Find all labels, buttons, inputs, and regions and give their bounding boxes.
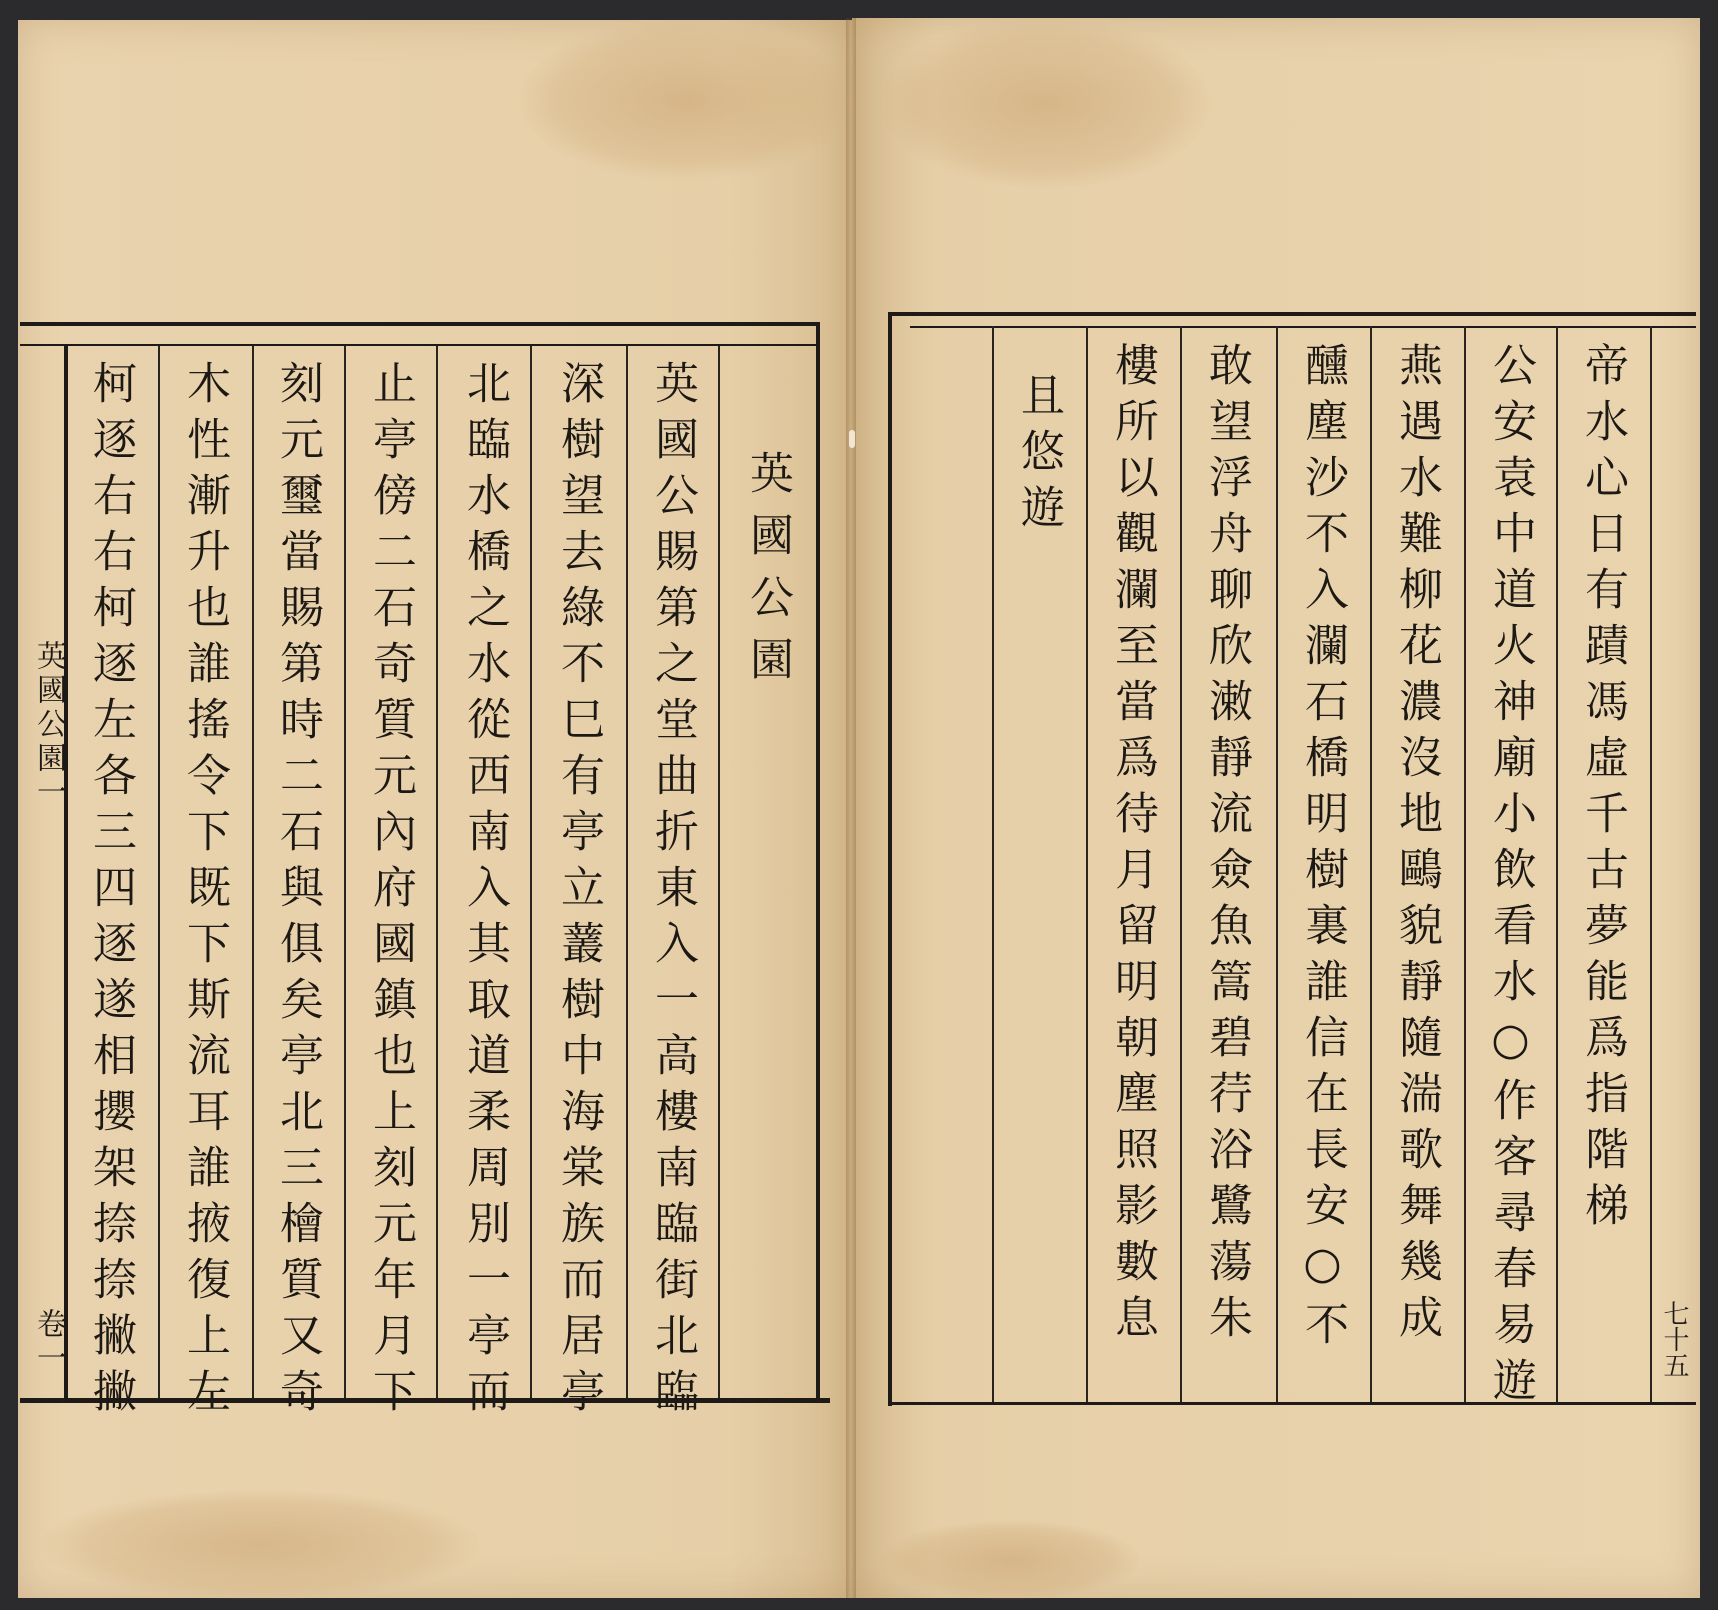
right-frame-top-inner	[910, 326, 1696, 328]
text-column: 醺塵沙不入瀾石橋明樹裏誰信在長安○不	[1297, 342, 1348, 1357]
column-rule	[530, 346, 532, 1398]
section-title: 英國公園	[742, 450, 793, 698]
text-column: 木性漸升也誰搖令下既下斯流耳誰掖復上左	[179, 360, 230, 1424]
column-rule	[1180, 326, 1182, 1402]
text-column: 敢望浮舟聊欣潄靜流僉魚篙碧荇浴鷺蕩朱	[1201, 342, 1252, 1350]
text-column: 公安袁中道火神廟小飲看水○作客尋春易遊	[1485, 342, 1536, 1413]
text-column: 英國公賜第之堂曲折東入一高樓南臨街北臨	[647, 360, 698, 1424]
margin-title: 英國公園一	[31, 640, 66, 810]
column-rule	[1086, 326, 1088, 1402]
right-frame-bottom	[888, 1402, 1696, 1405]
column-rule	[1464, 326, 1466, 1402]
water-stain	[880, 1520, 1140, 1600]
text-column: 北臨水橋之水從西南入其取道柔周別一亭而	[459, 360, 510, 1424]
margin-volume: 卷一	[31, 1308, 66, 1376]
column-rule	[1276, 326, 1278, 1402]
water-stain	[880, 18, 1210, 188]
left-frame-inner	[64, 344, 68, 1402]
binding-thread	[849, 430, 855, 448]
column-rule	[158, 346, 160, 1398]
left-frame-right	[816, 322, 820, 1402]
right-frame-left	[888, 312, 892, 1406]
column-rule	[344, 346, 346, 1398]
text-column: 止亭傍二石奇質元內府國鎮也上刻元年月下	[365, 360, 416, 1424]
column-rule	[992, 326, 994, 1402]
text-column: 帝水心日有蹟馮虛千古夢能爲指階梯	[1577, 342, 1628, 1238]
text-column: 且悠遊	[1013, 372, 1064, 540]
text-column: 樓所以觀瀾至當爲待月留明朝塵照影數息	[1107, 342, 1158, 1350]
column-rule	[626, 346, 628, 1398]
water-stain	[40, 1490, 480, 1600]
text-column: 燕遇水難柳花濃沒地鷗貌靜隨湍歌舞幾成	[1391, 342, 1442, 1350]
column-rule	[1370, 326, 1372, 1402]
right-frame-top	[888, 312, 1696, 316]
column-rule	[252, 346, 254, 1398]
column-rule	[1650, 326, 1652, 1402]
column-rule	[436, 346, 438, 1398]
column-rule	[718, 346, 720, 1398]
column-rule	[1556, 326, 1558, 1402]
book-gutter	[846, 18, 856, 1598]
text-column: 刻元璽當賜第時二石與俱矣亭北三檜質又奇	[272, 360, 323, 1424]
folio-number: 七十五	[1659, 1300, 1689, 1378]
left-frame-top	[20, 322, 820, 326]
left-frame-top-inner	[20, 344, 820, 346]
water-stain	[520, 20, 850, 180]
left-frame-bottom	[20, 1398, 830, 1403]
text-column: 柯逐右右柯逐左各三四逐遂相攖架捺捺撇撇	[85, 360, 136, 1424]
text-column: 深樹望去綠不巳有亭立䕺樹中海棠族而居亭	[553, 360, 604, 1424]
left-page	[18, 20, 852, 1598]
